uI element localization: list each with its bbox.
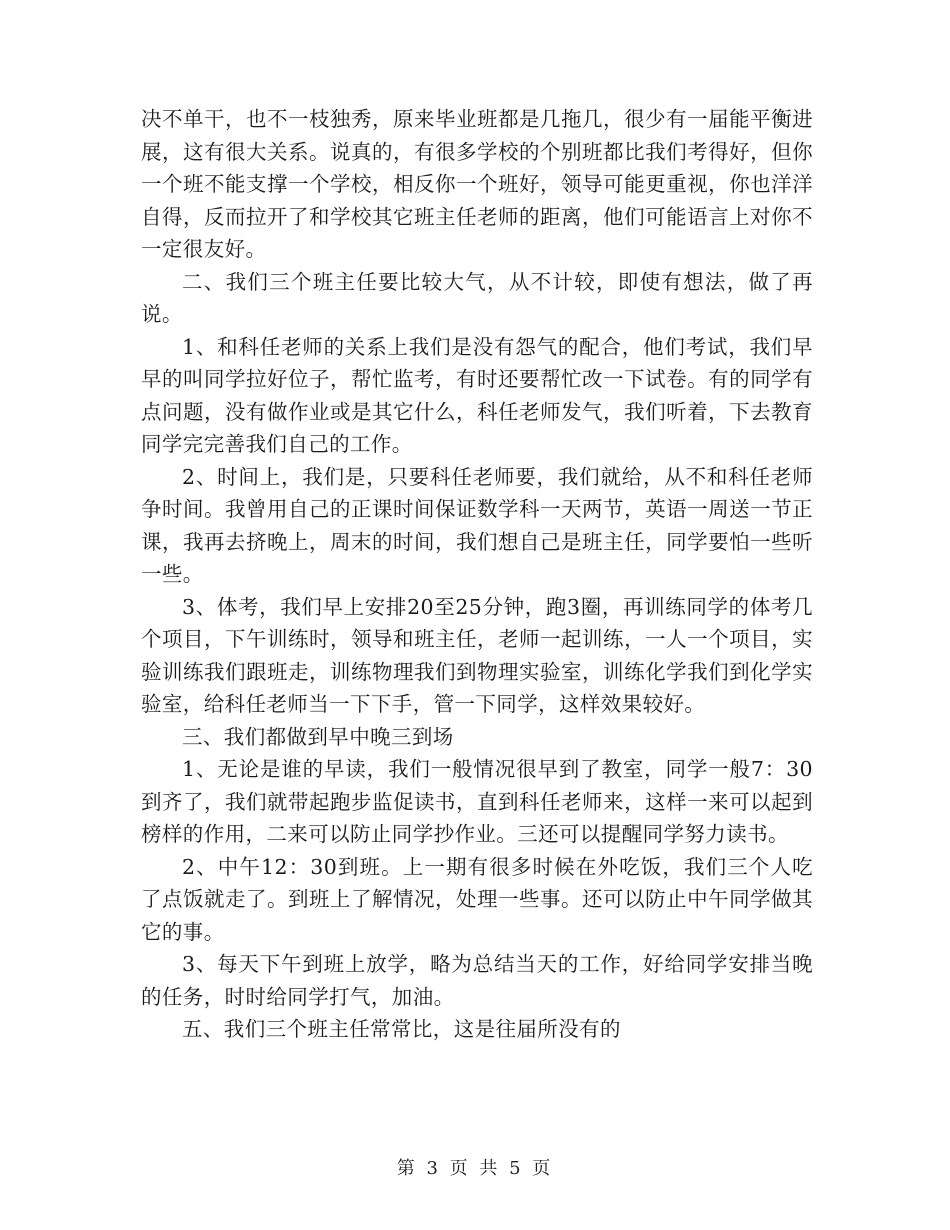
paragraph-continuation: 决不单干，也不一枝独秀，原来毕业班都是几拖几，很少有一届能平衡进展，这有很大关系。说真的，有很多学校的个别班都比我们考得好，但你一个班不能支撑一个学校，相反你一个班好，领导可能更重视，你也洋洋自得，反而拉开了和学校其它班主任老师的距离，他们可能语言上对你不一定很友好。 <box>141 107 813 261</box>
paragraph-item-2-noon: 2、中午12：30到班。上一期有很多时候在外吃饭，我们三个人吃了点饭就走了。到班上了解情况，处理一些事。还可以防止中午同学做其它的事。 <box>141 854 813 944</box>
section-heading-five: 五、我们三个班主任常常比，这是往届所没有的 <box>182 1017 621 1041</box>
paragraph-item-3-afternoon: 3、每天下午到班上放学，略为总结当天的工作，好给同学安排当晚的任务，时时给同学打气，加油。 <box>141 952 813 1009</box>
section-heading-two: 二、我们三个班主任要比较大气，从不计较，即使有想法，做了再说。 <box>141 269 813 326</box>
paragraph-item-1-morning: 1、无论是谁的早读，我们一般情况很早到了教室，同学一般7：30到齐了，我们就带起跑步监促读书，直到科任老师来，这样一来可以起到榜样的作用，二来可以防止同学抄作业。三还可以提醒同学努力读书。 <box>141 757 813 846</box>
document-body <box>141 103 813 1046</box>
paragraph-item-1: 1、和科任老师的关系上我们是没有怨气的配合，他们考试，我们早早的叫同学拉好位子，帮忙监考，有时还要帮忙改一下试卷。有的同学有点问题，没有做作业或是其它什么，科任老师发气，我们听着，下去教育同学完完善我们自己的工作。 <box>141 334 813 456</box>
paragraph-item-3: 3、体考，我们早上安排20至25分钟，跑3圈，再训练同学的体考几个项目，下午训练时，领导和班主任，老师一起训练，一人一个项目，实验训练我们跟班走，训练物理我们到物理实验室，训练化学我们到化学实验室，给科任老师当一下下手，管一下同学，这样效果较好。 <box>141 594 813 716</box>
page-number-footer: 第 3 页 共 5 页 <box>396 1158 554 1179</box>
paragraph-item-2: 2、时间上，我们是，只要科任老师要，我们就给，从不和科任老师争时间。我曾用自己的正课时间保证数学科一天两节，英语一周送一节正课，我再去挤晚上，周末的时间，我们想自己是班主任，同学要怕一些听一些。 <box>141 464 813 586</box>
section-heading-three: 三、我们都做到早中晚三到场 <box>182 724 454 749</box>
